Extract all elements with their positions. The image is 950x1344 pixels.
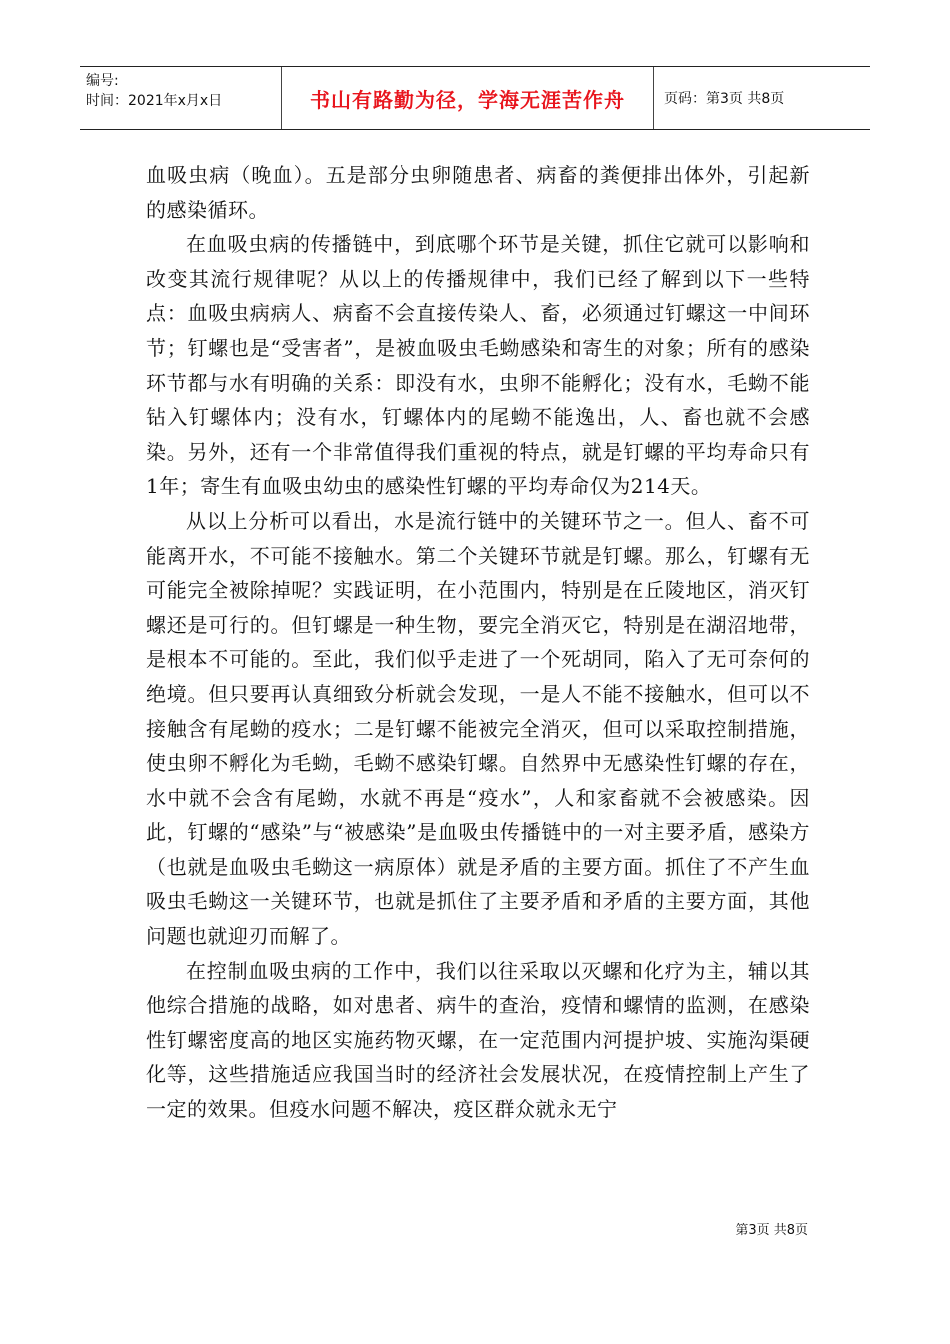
header-motto: 书山有路勤为径，学海无涯苦作舟 (310, 87, 625, 112)
header-meta (80, 67, 282, 129)
paragraph: 在控制血吸虫病的工作中，我们以往采取以灭螺和化疗为主，辅以其他综合措施的战略，如对患者、病牛的查治，疫情和螺情的监测，在感染性钉螺密度高的地区实施药物灭螺，在一定范围内河提护坡、实施沟渠硬化等，这些措施适应我国当时的经济社会发展状况，在疫情控制上产生了一定的效果。但疫水问题不解决，疫区群众就永无宁 (146, 958, 810, 1122)
page-footer (735, 1219, 808, 1238)
document-time-label: 时间：2021年x月x日 (86, 93, 223, 109)
paragraph: 在血吸虫病的传播链中，到底哪个环节是关键，抓住它就可以影响和改变其流行规律呢？从以上的传播规律中，我们已经了解到以下一些特点：血吸虫病病人、病畜不会直接传染人、畜，必须通过钉螺这一中间环节；钉螺也是“受害者”，是被血吸虫毛蚴感染和寄生的对象；所有的感染环节都与水有明确的关系：即没有水，虫卵不能孵化；没有水，毛蚴不能钻入钉螺体内；没有水，钉螺体内的尾蚴不能逸出，人、畜也就不会感染。另外，还有一个非常值得我们重视的特点，就是钉螺的平均寿命只有1年；寄生有血吸虫幼虫的感染性钉螺的平均寿命仅为214天。 (146, 232, 810, 499)
document-body (146, 158, 810, 1127)
paragraph: 从以上分析可以看出，水是流行链中的关键环节之一。但人、畜不可能离开水，不可能不接触水。第二个关键环节就是钉螺。那么，钉螺有无可能完全被除掉呢？实践证明，在小范围内，特别是在丘陵地区，消灭钉螺还是可行的。但钉螺是一种生物，要完全消灭它，特别是在湖沼地带，是根本不可能的。至此，我们似乎走进了一个死胡同，陷入了无可奈何的绝境。但只要再认真细致分析就会发现，一是人不能不接触水，但可以不接触含有尾蚴的疫水；二是钉螺不能被完全消灭，但可以采取控制措施，使虫卵不孵化为毛蚴，毛蚴不感染钉螺。自然界中无感染性钉螺的存在，水中就不会含有尾蚴，水就不再是“疫水”，人和家畜就不会被感染。因此，钉螺的“感染”与“被感染”是血吸虫传播链中的一对主要矛盾，感染方（也就是血吸虫毛蚴这一病原体）就是矛盾的主要方面。抓住了不产生血吸虫毛蚴这一关键环节，也就是抓住了主要矛盾和矛盾的主要方面，其他问题也就迎刃而解了。 (146, 508, 810, 949)
header-page-code-cell (654, 67, 870, 129)
header-motto-cell (282, 67, 654, 129)
paragraph: 血吸虫病（晚血）。五是部分虫卵随患者、病畜的粪便排出体外，引起新的感染循环。 (146, 163, 810, 222)
header-page-code: 页码：第3页 共8页 (664, 91, 785, 107)
page-header (80, 66, 870, 130)
document-number-label: 编号: (86, 73, 119, 89)
footer-page-number: 第3页 共8页 (735, 1223, 808, 1238)
